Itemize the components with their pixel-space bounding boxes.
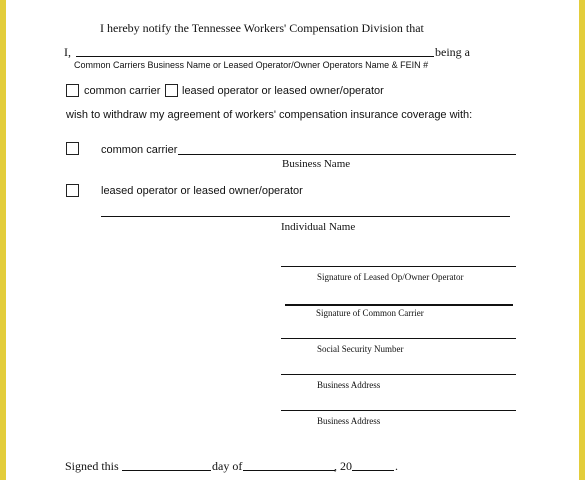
signed-prefix: Signed this xyxy=(65,459,119,473)
form-page xyxy=(6,0,579,480)
leased-signature-caption: Signature of Leased Op/Owner Operator xyxy=(317,272,464,282)
ssn-caption: Social Security Number xyxy=(317,344,404,354)
signed-day-of: day of xyxy=(212,459,243,473)
choice-common-carrier-checkbox[interactable] xyxy=(66,142,79,155)
business-address-caption-2: Business Address xyxy=(317,416,381,426)
choice-leased-operator-label: leased operator or leased owner/operator xyxy=(101,185,303,197)
withdraw-text: wish to withdraw my agreement of workers' compensation insurance coverage with: xyxy=(66,109,473,121)
name-suffix: being a xyxy=(435,45,470,59)
leased-operator-checkbox[interactable] xyxy=(165,84,178,97)
signed-end: . xyxy=(395,459,398,473)
business-name-line[interactable] xyxy=(178,154,516,155)
name-prefix: I, xyxy=(64,45,71,59)
ssn-line[interactable] xyxy=(281,338,516,339)
common-carrier-option-label: common carrier xyxy=(84,85,161,97)
signed-day-line[interactable] xyxy=(122,470,211,471)
name-fein-line[interactable] xyxy=(76,56,434,57)
common-carrier-checkbox[interactable] xyxy=(66,84,79,97)
business-name-caption: Business Name xyxy=(282,158,351,170)
signed-year-prefix: , 20 xyxy=(334,459,352,473)
carrier-signature-line[interactable] xyxy=(285,304,513,306)
business-address-line-2[interactable] xyxy=(281,410,516,411)
choice-common-carrier-label: common carrier xyxy=(101,144,178,156)
individual-name-line[interactable] xyxy=(101,216,510,217)
signed-month-line[interactable] xyxy=(243,470,335,471)
signed-year-line[interactable] xyxy=(352,470,394,471)
choice-leased-operator-checkbox[interactable] xyxy=(66,184,79,197)
individual-name-caption: Individual Name xyxy=(281,221,356,233)
name-fein-caption: Common Carriers Business Name or Leased Operator/Owner Operators Name & FEIN # xyxy=(74,60,429,70)
carrier-signature-caption: Signature of Common Carrier xyxy=(316,308,424,318)
business-address-caption-1: Business Address xyxy=(317,380,381,390)
leased-signature-line[interactable] xyxy=(281,266,516,267)
business-address-line-1[interactable] xyxy=(281,374,516,375)
intro-text: I hereby notify the Tennessee Workers' Compensation Division that xyxy=(100,21,424,35)
leased-operator-option-label: leased operator or leased owner/operator xyxy=(182,85,384,97)
